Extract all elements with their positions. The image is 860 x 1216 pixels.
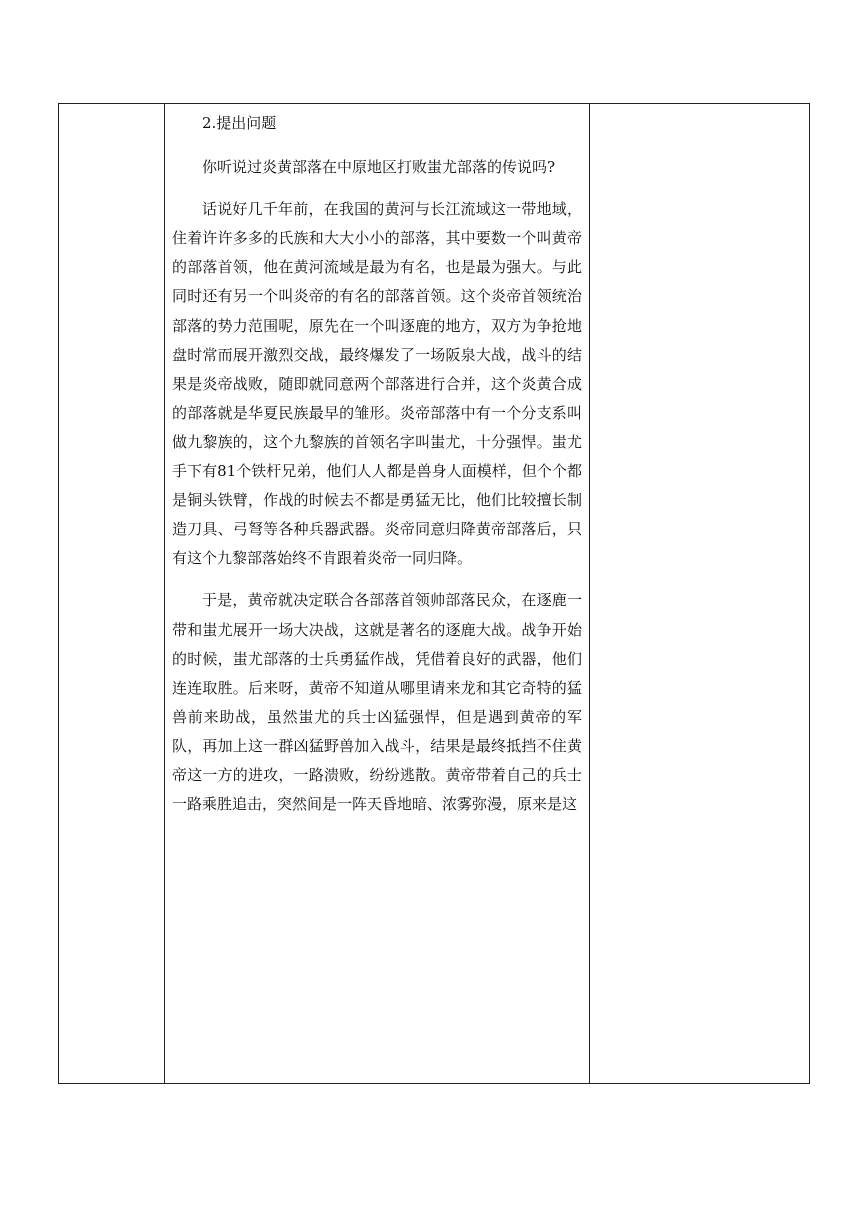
left-column-cell	[59, 104, 165, 1084]
section-heading: 2.提出问题	[202, 114, 277, 132]
story-paragraph-2: 于是，黄帝就决定联合各部落首领帅部落民众，在逐鹿一带和蚩尤展开一场大决战，这就是著名的逐鹿大战。战争开始的时候，蚩尤部落的士兵勇猛作战，凭借着良好的武器，他们连连取胜。后来呀，黄帝不知道从哪里请来龙和其它奇特的猛兽前来助战，虽然蚩尤的兵士凶猛强悍，但是遇到黄帝的军队，再加上这一群凶猛野兽加入战斗，结果是最终抵挡不住黄帝这一方的进攻，一路溃败，纷纷逃散。黄帝带着自己的兵士一路乘胜追击，突然间是一阵天昏地暗、浓雾弥漫，原来是这	[172, 591, 582, 814]
content-body	[165, 104, 589, 819]
story-paragraph-1: 话说好几千年前，在我国的黄河与长江流域这一带地域，住着许许多多的氏族和大大小小的部落，其中要数一个叫黄帝的部落首领，他在黄河流域是最为有名，也是最为强大。与此同时还有另一个叫炎帝的有名的部落首领。这个炎帝首领统治部落的势力范围呢，原先在一个叫逐鹿的地方，双方为争抢地盘时常而展开激烈交战，最终爆发了一场阪泉大战，战斗的结果是炎帝战败，随即就同意两个部落进行合并，这个炎黄合成的部落就是华夏民族最早的雏形。炎帝部落中有一个分支系叫做九黎族的，这个九黎族的首领名字叫蚩尤，十分强悍。蚩尤手下有81个铁杆兄弟，他们人人都是兽身人面模样，但个个都是铜头铁臂，作战的时候去不都是勇猛无比，他们比较擅长制造刀具、弓弩等各种兵器武器。炎帝同意归降黄帝部落后，只有这个九黎部落始终不肯跟着炎帝一同归降。	[172, 200, 582, 568]
question-paragraph: 你听说过炎黄部落在中原地区打败蚩尤部落的传说吗?	[202, 158, 556, 177]
content-column-cell	[165, 104, 590, 1084]
table-row	[59, 104, 810, 1084]
lesson-plan-table	[58, 103, 810, 1084]
notes-column-cell	[590, 104, 810, 1084]
